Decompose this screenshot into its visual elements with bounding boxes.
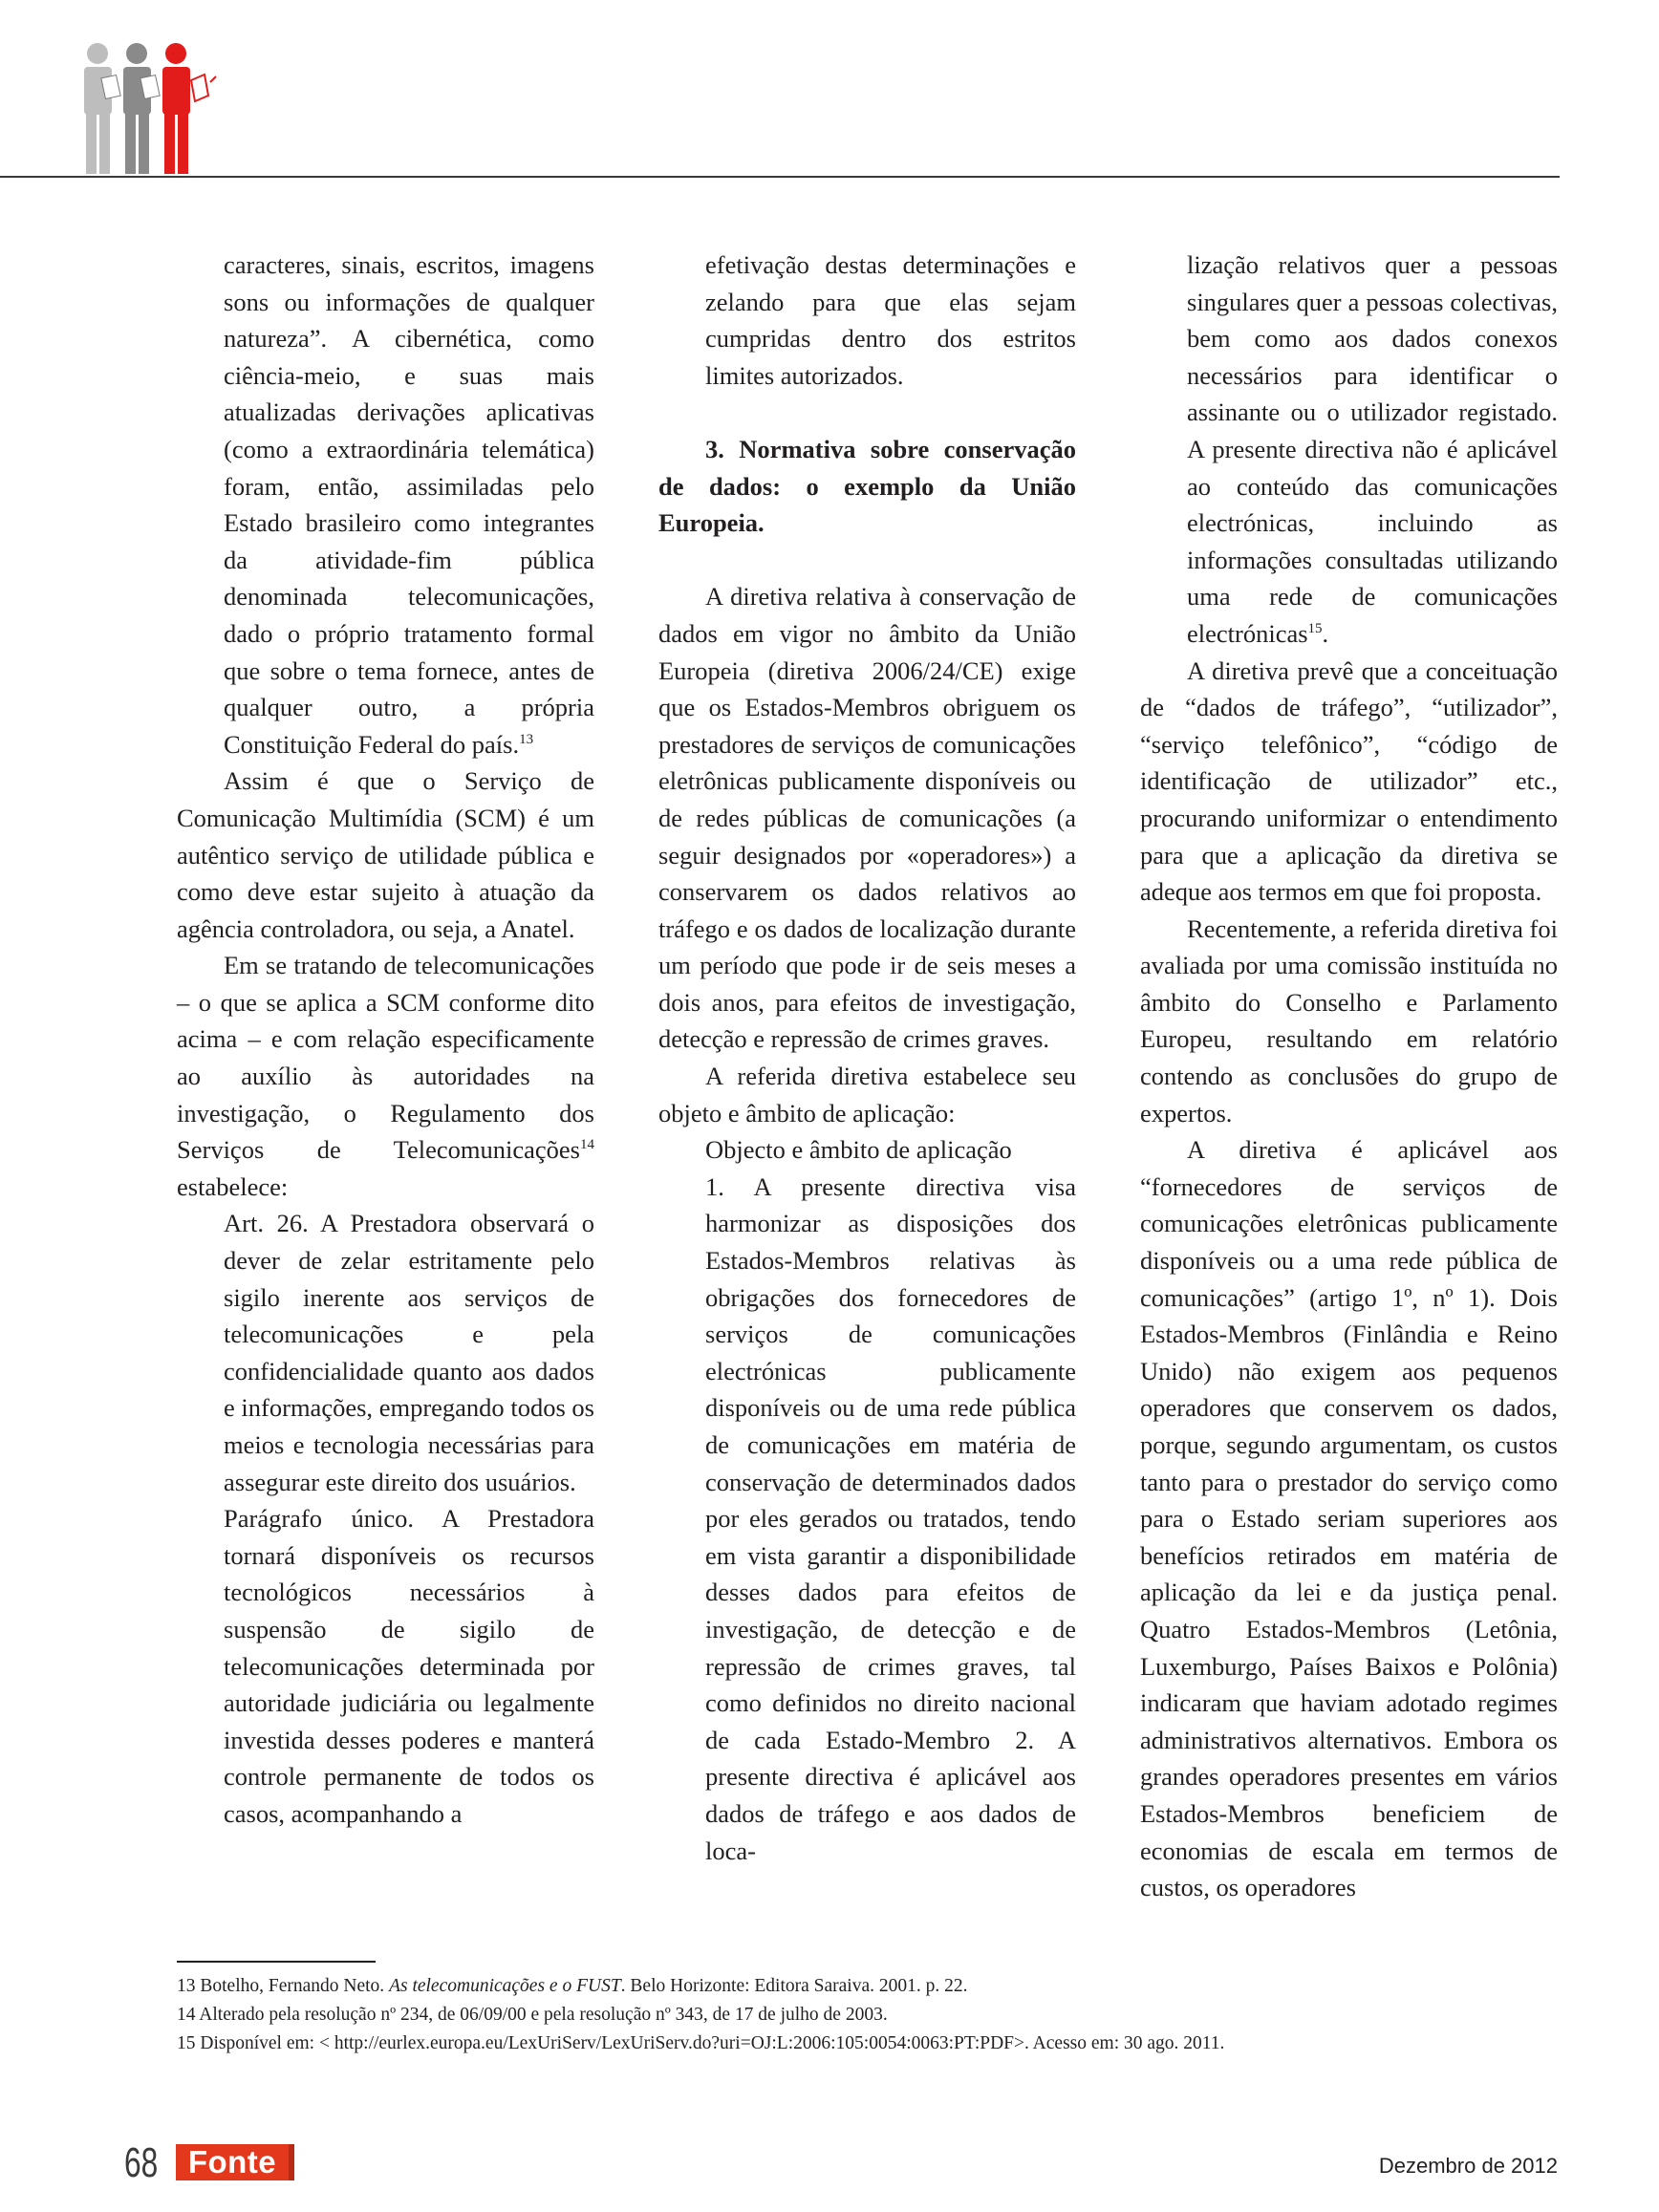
paragraph-text: caracteres, sinais, escritos, imagens sons ou informações de qualquer natureza”. A cibernética, como ciência-meio, e suas mais atualizadas derivações aplicativas (como a extraordinária telemática) foram, então, assimiladas pelo Estado brasileiro como integrantes da atividade-fim pública denominada telecomunicações, dado o próprio tratamento formal que sobre o tema fornece, antes de qualquer outro, a própria Constituição Federal do país. [224, 250, 594, 759]
footnote-15: 15 Disponível em: < http://eurlex.europa.eu/LexUriServ/LexUriServ.do?uri=OJ:L:2006:105:0054:0063:PT:PDF>. Acesso em: 30 ago. 2011. [177, 2033, 1225, 2053]
footnote-rule [177, 1961, 376, 1963]
paragraph: A diretiva prevê que a conceituação de “dados de tráfego”, “utilizador”, “serviço telefônico”, “código de identificação de utilizador” etc., procurando uniformizar o entendimento para que a aplicação da diretiva se adeque aos termos em que foi proposta. [1140, 655, 1558, 907]
section-heading: 3. Normativa sobre conservação de dados: o exemplo da União Europeia. [658, 434, 1076, 538]
page-number: 68 [124, 2139, 159, 2186]
paragraph: Assim é que o Serviço de Comunicação Multimídia (SCM) é um autêntico serviço de utilidade pública e como deve estar sujeito à atuação da agência controladora, ou seja, a Anatel. [177, 766, 594, 943]
footnote-text: . Belo Horizonte: Editora Saraiva. 2001. p. 22. [620, 1976, 968, 1996]
paragraph-text: estabelece: [177, 1171, 289, 1201]
text-column-3 [1140, 247, 1558, 1906]
paragraph: A diretiva é aplicável aos “fornecedores de serviços de comunicações eletrônicas publicamente disponíveis ou a uma rede pública de comunicações” (artigo 1º, nº 1). Dois Estados-Membros (Finlândia e Reino Unido) não exigem aos pequenos operadores que conservem os dados, porque, segundo argumentam, os custos tanto para o prestador do serviço como para o Estado seriam superiores aos benefícios retirados em matéria de aplicação da lei e da justiça penal. Quatro Estados-Membros (Letônia, Luxemburgo, Países Baixos e Polônia) indicaram que haviam adotado regimes administrativos alternativos. Embora os grandes operadores presentes em vários Estados-Membros beneficiem de economias de escala em termos de custos, os operadores [1140, 1135, 1558, 1902]
paragraph: Recentemente, a referida diretiva foi avaliada por uma comissão instituída no âmbito do Conselho e Parlamento Europeu, resultando em relatório contendo as conclusões do grupo de expertos. [1140, 913, 1558, 1127]
three-people-logo-icon [76, 42, 220, 178]
block-quote-continued: efetivação destas determinações e zelando para que elas sejam cumpridas dentro dos estritos limites autorizados. [705, 250, 1076, 390]
spacer [658, 542, 1076, 579]
block-quote-title: Objecto e âmbito de aplicação [705, 1135, 1012, 1165]
header-rule [0, 176, 1560, 178]
footnote-text: 13 Botelho, Fernando Neto. [177, 1976, 390, 1996]
footnote-ref-13: 13 [519, 731, 534, 747]
footnote-ref-14: 14 [580, 1137, 594, 1153]
block-quote: Art. 26. A Prestadora observará o dever de zelar estritamente pelo sigilo inerente aos serviços de telecomunicações e pela confidencialidade quanto aos dados e informações, empregando todos os meios e tecnologia necessárias para assegurar este direito dos usuários. [224, 1209, 594, 1496]
quote-text: lização relativos quer a pessoas singulares quer a pessoas colectivas, bem como aos dados conexos necessários para identificar o assinante ou o utilizador registado. A presente directiva não é aplicável ao conteúdo das comunicações electrónicas, incluindo as informações consultadas utilizando uma rede de comunicações electrónicas [1187, 250, 1558, 648]
block-quote-continued [1140, 247, 1558, 653]
paragraph-continued [177, 247, 594, 762]
block-quote: Parágrafo único. A Prestadora tornará disponíveis os recursos tecnológicos necessários à suspensão de sigilo de telecomunicações determinada por autoridade judiciária ou legalmente investida desses poderes e manterá controle permanente de todos os casos, acompanhando a [224, 1504, 594, 1828]
paragraph-text: Em se tratando de telecomunicações – o que se aplica a SCM conforme dito acima – e com relação especificamente ao auxílio às autoridades na investigação, o Regulamento dos Serviços de Telecomunicações [177, 951, 594, 1165]
block-quote: 1. A presente directiva visa harmonizar as disposições dos Estados-Membros relativas às obrigações dos fornecedores de serviços de comunicações electrónicas publicamente disponíveis ou de uma rede pública de comunicações em matéria de conservação de determinados dados por eles gerados ou tratados, tendo em vista garantir a disponibilidade desses dados para efeitos de investigação, de detecção e de repressão de crimes graves, tal como definidos no direito nacional de cada Estado-Membro 2. A presente directiva é aplicável aos dados de tráfego e aos dados de loca- [705, 1171, 1076, 1865]
footnote-ref-15: 15 [1307, 620, 1323, 636]
brand-logo: Fonte [176, 2144, 289, 2180]
footnote-13 [177, 1972, 1558, 2001]
text-column-2 [658, 247, 1076, 1869]
paragraph [177, 947, 594, 1205]
footnote-title: As telecomunicações e o FUST [389, 1976, 621, 1996]
spacer [658, 394, 1076, 431]
quote-text: . [1322, 618, 1329, 648]
issue-date: Dezembro de 2012 [1378, 2154, 1558, 2178]
footnotes [177, 1972, 1558, 2058]
paragraph: A diretiva relativa à conservação de dados em vigor no âmbito da União Europeia (diretiva 2006/24/CE) exige que os Estados-Membros obriguem os prestadores de serviços de comunicações eletrônicas publicamente disponíveis ou de redes públicas de comunicações (a seguir designados por «operadores») a conservarem os dados relativos ao tráfego e os dados de localização durante um período que pode ir de seis meses a dois anos, para efeitos de investigação, detecção e repressão de crimes graves. [658, 582, 1076, 1054]
footnote-14: 14 Alterado pela resolução nº 234, de 06/09/00 e pela resolução nº 343, de 17 de julho de 2003. [177, 2005, 888, 2025]
paragraph: A referida diretiva estabelece seu objeto e âmbito de aplicação: [658, 1062, 1076, 1127]
text-column-1 [177, 247, 594, 1833]
